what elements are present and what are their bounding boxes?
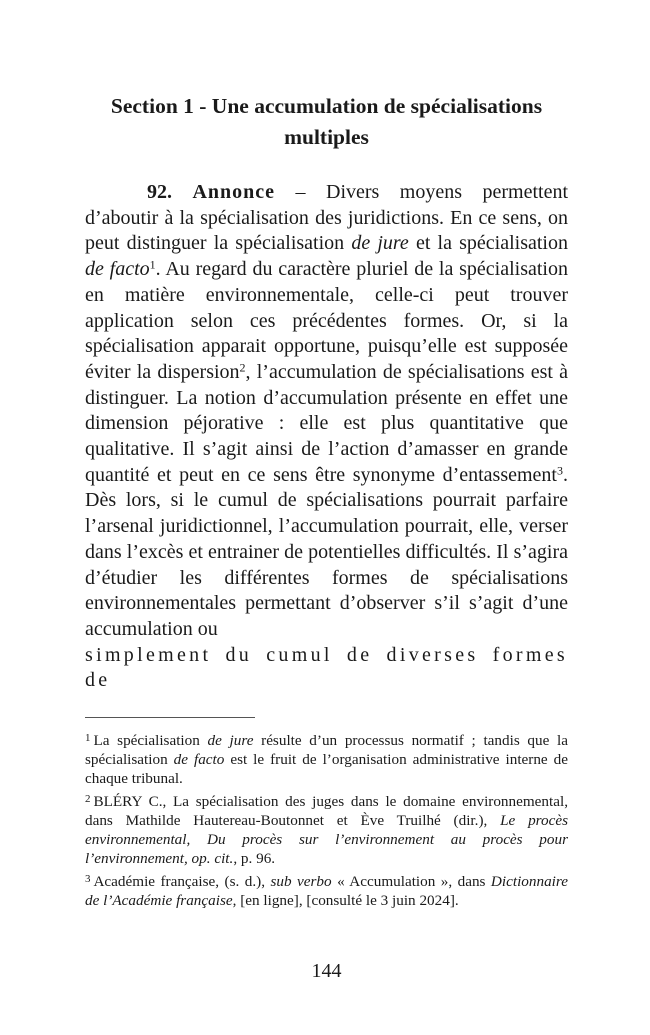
footnote-1-number: 1 xyxy=(85,731,91,744)
paragraph-text-3: . Au regard du caractère pluriel de la spécialisation en matière environnementale, celle-ci peut trouver application selon ces précédentes formes. Or, si la spécialisation apparait opportune, puisqu’elle est supposée éviter la dispersion xyxy=(85,258,568,383)
paragraph-text-1: Divers moyens permettent d’aboutir à la spécialisation des juridictions. En ce sens, on peut distinguer la spécialisation xyxy=(85,181,569,255)
footnote-1-italic-de-facto: de facto xyxy=(173,751,225,768)
paragraph-main xyxy=(85,180,568,643)
footnote-1-text-a: La spécialisation xyxy=(93,732,208,749)
book-page xyxy=(85,0,568,1035)
footnote-3-italic-dictionary: Dictionnaire de l’Académie française xyxy=(85,873,568,909)
page-number: 144 xyxy=(311,960,342,982)
footnote-1 xyxy=(85,731,568,788)
paragraph-dash: – xyxy=(275,181,327,203)
paragraph-text-4: , l’accumulation de spécialisations est à distinguer. La notion d’accumulation présente en effet une dimension péjorative : elle est plus quantitative que qualitative. Il s’agit ainsi de l’action d’amasser en grande quantité et peut en ce sens être synonyme d’entassement xyxy=(85,360,569,486)
footnote-1-text-c: résulte d’un processus normatif ; tandis que la spécialisation xyxy=(85,732,568,768)
section-heading xyxy=(85,91,568,153)
footnote-3-number: 3 xyxy=(85,872,91,885)
footnotes xyxy=(85,731,568,914)
footnote-3-text-e: , [en ligne], [consulté le 3 juin 2024]. xyxy=(232,892,459,909)
footnote-1-text-e: est le fruit de l’organisation administrative interne de chaque tribunal. xyxy=(85,751,568,787)
footnote-3-text-c: « Accumulation », dans xyxy=(331,873,491,890)
footnote-ref-2: 2 xyxy=(239,360,246,375)
footnote-separator xyxy=(85,717,255,718)
paragraph-number: 92. xyxy=(147,181,172,203)
footnote-2 xyxy=(85,792,568,868)
footnote-ref-1: 1 xyxy=(149,257,156,272)
footnote-2-text-a: BLÉRY C., La spécialisation des juges dans le domaine environnemental, dans Mathilde Hautereau-Boutonnet et Ève Truilhé (dir.), xyxy=(85,793,568,829)
footnote-3 xyxy=(85,872,568,910)
section-heading-line-2: multiples xyxy=(284,125,369,149)
footnote-2-italic-title: Le procès environnemental, Du procès sur l’environnement au procès pour l’environnement, op. cit. xyxy=(85,812,568,867)
body-paragraph xyxy=(85,180,568,694)
paragraph-text-5: . Dès lors, si le cumul de spécialisations pourrait parfaire l’arsenal juridictionnel, l’accumulation pourrait, elle, verser dans l’excès et entrainer de potentielles difficultés. Il s’agira d’étudier les différentes formes de spécialisations environnementales permettant d’observer s’il s’agit d’une accumulation ou xyxy=(85,463,568,640)
footnote-2-text-c: , p. 96. xyxy=(233,850,276,867)
footnote-3-italic-sub-verbo: sub verbo xyxy=(270,873,332,890)
paragraph-last-line: simplement du cumul de diverses formes de xyxy=(85,643,568,692)
section-heading-line-1: Section 1 - Une accumulation de spécialisations xyxy=(110,94,543,118)
footnote-ref-3: 3 xyxy=(557,463,563,478)
footnote-3-text-a: Académie française, (s. d.), xyxy=(93,873,271,890)
paragraph-text-2: et la spécialisation xyxy=(408,232,568,255)
footnote-2-number: 2 xyxy=(85,792,91,805)
footnote-1-italic-de-jure: de jure xyxy=(207,732,254,749)
paragraph-italic-de-jure: de jure xyxy=(351,232,409,255)
paragraph-label: Annonce xyxy=(192,181,276,203)
paragraph-italic-de-facto: de facto xyxy=(85,258,150,281)
